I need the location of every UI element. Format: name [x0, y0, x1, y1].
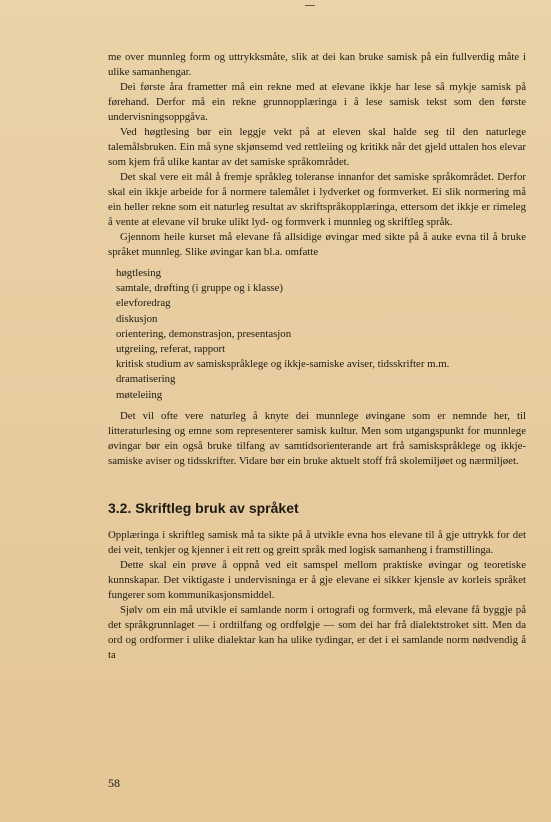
list-item: samtale, drøfting (i gruppe og i klasse)	[116, 282, 284, 295]
paragraph: Det skal vere eit mål å fremje språkleg toleranse innanfor det samiske språkområdet. Derfor skal ein ikkje arbeide for å normere talemålet i lydverket og formverket. Ei slik normering må ein heller rekne som eit naturleg resultat av skriftspråkopplæringa, ettersom det ikkje er rimeleg å vente at elevane vil bruke ulikt lyd- og formverk i munnleg og skriftleg språk.	[108, 171, 526, 228]
list-item: elevforedrag	[116, 297, 171, 310]
paragraph: me over munnleg form og uttrykksmåte, slik at dei kan bruke samisk på ein fullverdig måte i ulike samanhengar.	[108, 51, 526, 78]
paragraph: Det vil ofte vere naturleg å knyte dei munnlege øvingane som er nemnde her, til litteraturlesing og emne som representerer samisk kultur. Men som utgangspunkt for munnlege øvingar bør ein også bruke tilfang av samtidsorienterande art frå samiskspråklege og ikkje-samiske aviser og tidsskrifter. Vidare bør ein bruke aktuelt stoff frå skolemiljøet og nærmiljøet.	[108, 409, 526, 467]
list-item: høgtlesing	[116, 267, 161, 279]
list-item: kritisk studium av samiskspråklege og ikkje-samiske aviser, tidsskrifter m.m.	[116, 358, 450, 371]
page-mark	[305, 5, 315, 6]
page-body	[108, 50, 526, 663]
paragraph: Dette skal ein prøve å oppnå ved eit samspel mellom praktiske øvingar og teoretiske kunnskapar. Det viktigaste i undervisninga er å gje elevane ei sikker kjensle av korleis språket fungerer som kommunikasjonsmiddel.	[108, 558, 526, 601]
list-item: møteleiing	[116, 388, 163, 401]
list-item: orientering, demonstrasjon, presentasjon	[116, 327, 292, 340]
list-item: utgreiing, referat, rapport	[116, 343, 226, 356]
list-item: dramatisering	[116, 373, 176, 386]
exercise-list	[116, 266, 526, 403]
paragraph: Opplæringa i skriftleg samisk må ta sikte på å utvikle evna hos elevane til å gje uttrykk for det dei veit, tenkjer og kjenner i eit rett og greitt språk med logisk samanheng i framstillinga.	[108, 528, 526, 556]
paragraph: Sjølv om ein må utvikle ei samlande norm i ortografi og formverk, må elevane få byggje på det språkgrunnlaget — i ordtilfang og ordfølgje — som dei har frå dialektstroket sitt. Men da ord og ordformer i ulike dialektar kan ha ulike tydingar, er det i ei samlande norm nødvendig å ta	[108, 603, 526, 661]
paragraph: Ved høgtlesing bør ein leggje vekt på at eleven skal halde seg til den naturlege talemålsbruken. Ein må syne skjønsemd ved rettleiing og kritikk når det gjeld uttalen hos elevar som kjem frå ulike kantar av det samiske språkområdet.	[108, 126, 526, 168]
page-number: 58	[108, 776, 120, 790]
paragraph: Dei første åra frametter må ein rekne med at elevane ikkje har lese så mykje samisk på førehand. Derfor må ein rekne grunnopplæringa i å lese samisk tekst som den første undervisningsoppgåva.	[108, 81, 526, 123]
paragraph: Gjennom heile kurset må elevane få allsidige øvingar med sikte på å auke evna til å bruke språket munnleg. Slike øvingar kan bl.a. omfatte	[108, 231, 526, 258]
list-item: diskusjon	[116, 312, 158, 325]
section-heading: 3.2. Skriftleg bruk av språket	[108, 499, 299, 516]
